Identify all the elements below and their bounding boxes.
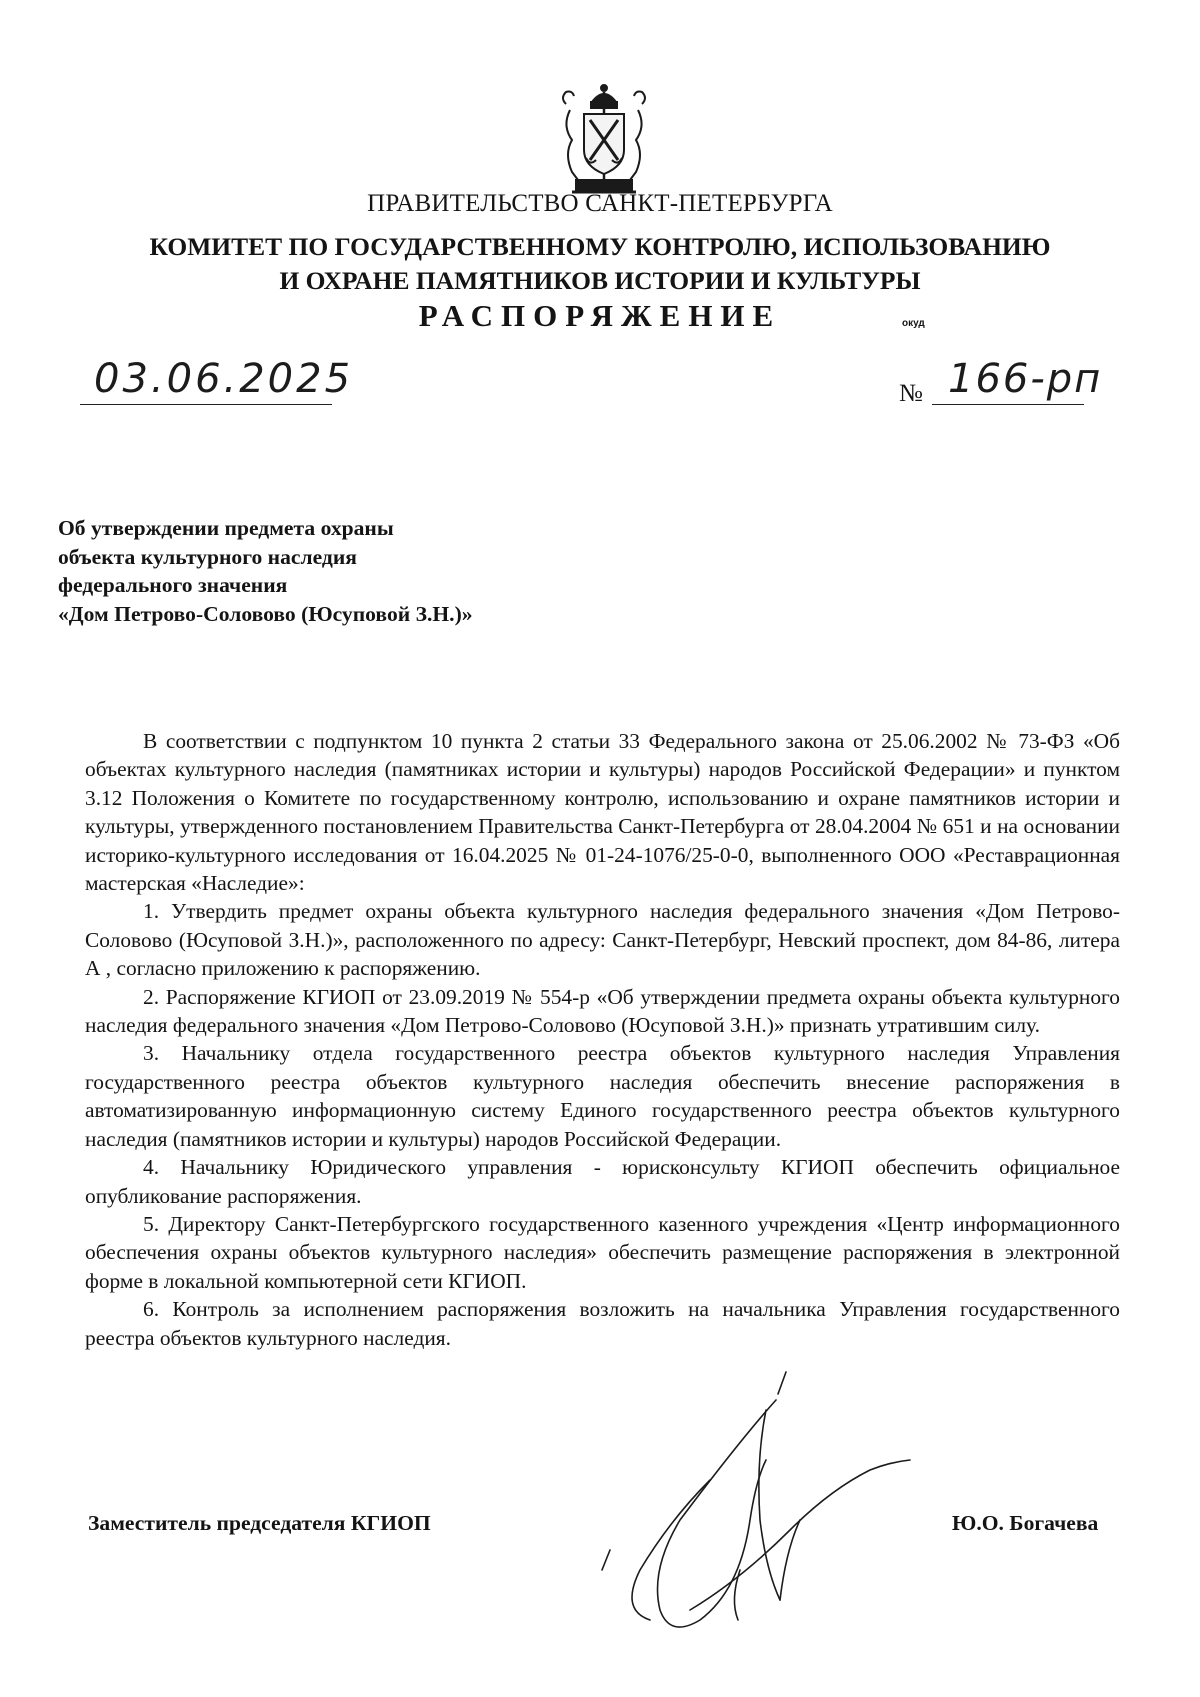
signatory-name: Ю.О. Богачева	[952, 1511, 1099, 1535]
handwritten-signature	[590, 1370, 920, 1650]
document-date: 03.06.2025	[94, 356, 354, 402]
document-body	[85, 727, 1120, 1352]
okud-label: окуд	[902, 318, 925, 329]
order-item-3: 3. Начальнику отдела государственного реестра объектов культурного наследия Управления государственного реестра объектов культурного наследия обеспечить внесение распоряжения в автоматизированную информационную систему Единого государственного реестра объектов культурного наследия (памятников истории и культуры) народов Российской Федерации.	[85, 1041, 1120, 1151]
order-item-6: 6. Контроль за исполнением распоряжения возложить на начальника Управления государственного реестра объектов культурного наследия.	[85, 1297, 1120, 1350]
order-item-2: 2. Распоряжение КГИОП от 23.09.2019 № 554-р «Об утверждении предмета охраны объекта культурного наследия федерального значения «Дом Петрово-Соловово (Юсуповой З.Н.)» признать утратившим силу.	[85, 984, 1120, 1038]
coat-of-arms-emblem	[556, 80, 652, 198]
order-item-5: 5. Директору Санкт-Петербургского государственного казенного учреждения «Центр информационного обеспечения охраны объектов культурного наследия» обеспечить размещение распоряжения в электронной форме в локальной компьютерной сети КГИОП.	[85, 1211, 1120, 1293]
government-name: ПРАВИТЕЛЬСТВО САНКТ-ПЕТЕРБУРГА	[367, 190, 833, 217]
committee-line-2: И ОХРАНЕ ПАМЯТНИКОВ ИСТОРИИ И КУЛЬТУРЫ	[279, 266, 921, 295]
date-underline	[80, 404, 332, 405]
subject-line: объекта культурного наследия	[58, 544, 357, 569]
number-sign: №	[899, 380, 923, 407]
document-subject	[58, 514, 578, 628]
document-type-title: РАСПОРЯЖЕНИЕ	[418, 298, 782, 333]
subject-line: федерального значения	[58, 573, 288, 597]
order-item-4: 4. Начальнику Юридического управления - юрисконсульту КГИОП обеспечить официальное опубликование распоряжения.	[85, 1155, 1120, 1208]
number-underline	[932, 404, 1084, 405]
document-number: 166-рп	[948, 356, 1103, 402]
committee-name	[0, 230, 1200, 298]
signatory-role: Заместитель председателя КГИОП	[88, 1511, 431, 1535]
subject-line: Об утверждении предмета охраны	[58, 516, 394, 540]
subject-line: «Дом Петрово-Соловово (Юсуповой З.Н.)»	[58, 601, 473, 626]
committee-line-1: КОМИТЕТ ПО ГОСУДАРСТВЕННОМУ КОНТРОЛЮ, ИСПОЛЬЗОВАНИЮ	[149, 232, 1051, 261]
preamble-paragraph: В соответствии с подпунктом 10 пункта 2 статьи 33 Федерального закона от 25.06.2002 № 73-ФЗ «Об объектах культурного наследия (памятниках истории и культуры) народов Российской Федерации» и пунктом 3.12 Положения о Комитете по государственному контролю, использованию и охране памятников истории и культуры, утвержденного постановлением Правительства Санкт-Петербурга от 28.04.2004 № 651 и на основании историко-культурного исследования от 16.04.2025 № 01-24-1076/25-0-0, выполненного ООО «Реставрационная мастерская «Наследие»:	[85, 729, 1120, 896]
order-item-1: 1. Утвердить предмет охраны объекта культурного наследия федерального значения «Дом Петрово-Соловово (Юсуповой З.Н.)», расположенного по адресу: Санкт-Петербург, Невский проспект, дом 84-86, литера А , согласно приложению к распоряжению.	[85, 899, 1120, 981]
